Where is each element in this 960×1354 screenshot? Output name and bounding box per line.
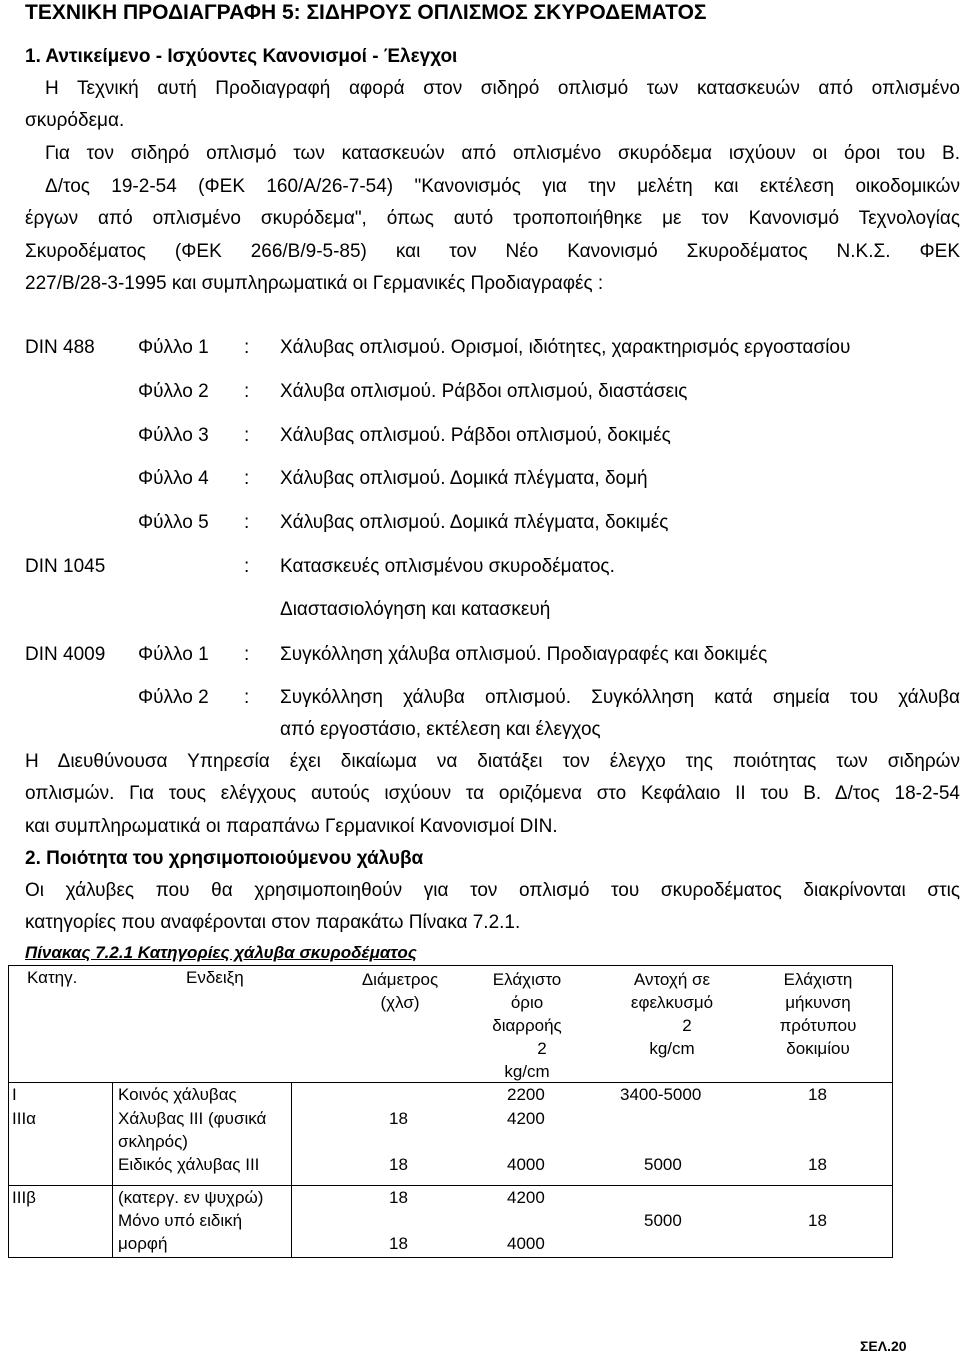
cell-category: ΙΙΙα — [12, 1109, 36, 1128]
section2-paragraph-line2: κατηγορίες που αναφέρονται στον παρακάτω Πίνακα 7.2.1. — [25, 912, 521, 933]
header-tensile-line: Αντοχή σε — [633, 970, 711, 989]
din-separator: : — [244, 512, 250, 533]
cell-tensile: 5000 — [644, 1211, 682, 1230]
header-yield-exponent: 2 — [537, 1039, 547, 1058]
cell-yield: 4000 — [507, 1234, 545, 1253]
section2-paragraph-line1: Οι χάλυβες που θα χρησιμοποιηθούν για τον οπλισμό του σκυροδέματος διακρίνονται στις — [25, 880, 960, 901]
header-diameter — [340, 968, 460, 1014]
cell-yield: 2200 — [507, 1085, 545, 1104]
header-yield-line: διαρροής — [492, 1016, 562, 1035]
din-separator: : — [244, 468, 250, 489]
quality-control-line3: και συμπληρωματικά οι παραπάνω Γερμανικοί Κανονισμοί DIN. — [25, 816, 558, 837]
din-code: DIN 488 — [25, 337, 95, 358]
cell-diameter: 18 — [389, 1109, 408, 1128]
din-separator: : — [244, 425, 250, 446]
din-description: Χάλυβας οπλισμού. Ράβδοι οπλισμού, δοκιμές — [280, 425, 671, 446]
din-description-continued: από εργοστάσιο, εκτέλεση και έλεγχος — [280, 719, 601, 740]
cell-elongation: 18 — [808, 1155, 827, 1174]
section1-paragraph1-line1: Η Τεχνική αυτή Προδιαγραφή αφορά στον σιδηρό οπλισμό των κατασκευών από οπλισμένο — [45, 78, 960, 99]
header-diameter-line: Διάμετρος — [361, 970, 439, 989]
header-elongation-line: πρότυπου — [779, 1016, 857, 1035]
cell-tensile: 3400-5000 — [620, 1085, 702, 1104]
din-sheet: Φύλλο 4 — [138, 468, 209, 489]
din-sheet: Φύλλο 1 — [138, 644, 209, 665]
din-description-continued: Διαστασιολόγηση και κατασκευή — [280, 599, 551, 620]
din-sheet: Φύλλο 2 — [138, 381, 209, 402]
din-separator: : — [244, 337, 250, 358]
cell-designation-continued: Μόνο υπό ειδική — [118, 1211, 243, 1230]
header-yield-line: Ελάχιστο — [492, 970, 562, 989]
cell-category: Ι — [12, 1085, 17, 1104]
table-row-separator — [8, 1185, 893, 1186]
cell-elongation: 18 — [808, 1211, 827, 1230]
header-tensile — [612, 968, 732, 1060]
din-description: Χάλυβας οπλισμού. Δομικά πλέγματα, δομή — [280, 468, 648, 489]
din-code: DIN 4009 — [25, 644, 106, 665]
cell-diameter: 18 — [389, 1234, 408, 1253]
quality-control-line1: Η Διευθύνουσα Υπηρεσία έχει δικαίωμα να διατάξει τον έλεγχο της ποιότητας των σιδηρών — [25, 751, 960, 772]
cell-diameter: 18 — [389, 1188, 408, 1207]
cell-tensile: 5000 — [644, 1155, 682, 1174]
table-border-top — [8, 965, 893, 966]
section1-paragraph2-line2: Δ/τος 19-2-54 (ΦΕΚ 160/Α/26-7-54) "Κανονισμός για την μελέτη και εκτέλεση οικοδομικών — [45, 176, 960, 197]
cell-designation: Ειδικός χάλυβας ΙΙΙ — [118, 1155, 260, 1174]
document-title: ΤΕΧΝΙΚΗ ΠΡΟΔΙΑΓΡΑΦΗ 5: ΣΙΔΗΡΟΥΣ ΟΠΛΙΣΜΟΣ ΣΚΥΡΟΔΕΜΑΤΟΣ — [25, 1, 707, 24]
table-caption: Πίνακας 7.2.1 Κατηγορίες χάλυβα σκυροδέματος — [25, 943, 417, 962]
cell-designation: (κατεργ. εν ψυχρώ) — [118, 1188, 264, 1207]
header-tensile-unit: kg/cm — [649, 1039, 695, 1058]
cell-yield: 4200 — [507, 1109, 545, 1128]
table-border-left — [8, 965, 9, 1258]
section1-paragraph2-line4: Σκυροδέματος (ΦΕΚ 266/Β/9-5-85) και τον Νέο Κανονισμό Σκυροδέματος Ν.Κ.Σ. ΦΕΚ — [25, 241, 960, 262]
din-description: Συγκόλληση χάλυβα οπλισμού. Προδιαγραφές και δοκιμές — [280, 644, 768, 665]
din-description: Συγκόλληση χάλυβα οπλισμού. Συγκόλληση κατά σημεία του χάλυβα — [280, 687, 960, 708]
header-yield — [472, 968, 582, 1083]
header-tensile-line: εφελκυσμό — [630, 993, 714, 1012]
header-designation: Ενδειξη — [186, 968, 244, 987]
section1-paragraph2-line3: έργων από οπλισμένο σκυρόδεμα", όπως αυτό τροποποιήθηκε με τον Κανονισμό Τεχνολογίας — [25, 208, 960, 229]
header-diameter-line: (χλσ) — [380, 993, 420, 1012]
cell-designation: Χάλυβας ΙΙΙ (φυσικά — [118, 1109, 267, 1128]
header-elongation-line: μήκυνση — [785, 993, 851, 1012]
din-separator: : — [244, 381, 250, 402]
din-description: Κατασκευές οπλισμένου σκυροδέματος. — [280, 556, 615, 577]
header-elongation-line: δοκιμίου — [786, 1039, 850, 1058]
header-category: Κατηγ. — [27, 968, 78, 987]
table-col-divider — [291, 1082, 292, 1258]
header-yield-unit: kg/cm — [504, 1062, 550, 1081]
din-sheet: Φύλλο 1 — [138, 337, 209, 358]
cell-yield: 4200 — [507, 1188, 545, 1207]
section1-paragraph2-line1: Για τον σιδηρό οπλισμό των κατασκευών από οπλισμένο σκυρόδεμα ισχύουν οι όροι του Β. — [45, 143, 960, 164]
section1-paragraph2-line5: 227/Β/28-3-1995 και συμπληρωματικά οι Γερμανικές Προδιαγραφές : — [25, 273, 604, 294]
cell-elongation: 18 — [808, 1085, 827, 1104]
table-col-divider — [112, 1082, 113, 1258]
din-code: DIN 1045 — [25, 556, 106, 577]
cell-designation-continued: μορφή — [118, 1234, 168, 1253]
table-border-bottom — [8, 1257, 893, 1258]
din-description: Χάλυβα οπλισμού. Ράβδοι οπλισμού, διαστάσεις — [280, 381, 688, 402]
table-header-separator — [8, 1082, 893, 1083]
din-sheet: Φύλλο 3 — [138, 425, 209, 446]
quality-control-line2: οπλισμών. Για τους ελέγχους αυτούς ισχύουν τα οριζόμενα στο Κεφάλαιο ΙΙ του Β. Δ/τος 18-2-54 — [25, 783, 960, 804]
cell-designation-continued: σκληρός) — [118, 1132, 188, 1151]
cell-designation: Κοινός χάλυβας — [118, 1085, 237, 1104]
table-border-right — [892, 965, 893, 1258]
header-elongation — [758, 968, 878, 1060]
header-yield-line: όριο — [510, 993, 544, 1012]
header-elongation-line: Ελάχιστη — [783, 970, 853, 989]
din-description: Χάλυβας οπλισμού. Δομικά πλέγματα, δοκιμές — [280, 512, 669, 533]
din-separator: : — [244, 687, 250, 708]
din-sheet: Φύλλο 5 — [138, 512, 209, 533]
cell-diameter: 18 — [389, 1155, 408, 1174]
din-separator: : — [244, 644, 250, 665]
page-number: ΣΕΛ.20 — [860, 1338, 907, 1354]
section1-heading: 1. Αντικείμενο - Ισχύοντες Κανονισμοί - Έλεγχοι — [25, 46, 458, 67]
din-sheet: Φύλλο 2 — [138, 687, 209, 708]
section2-heading: 2. Ποιότητα του χρησιμοποιούμενου χάλυβα — [25, 848, 424, 869]
din-description: Χάλυβας οπλισμού. Ορισμοί, ιδιότητες, χαρακτηρισμός εργοστασίου — [280, 337, 851, 358]
header-tensile-exponent: 2 — [682, 1016, 692, 1035]
section1-paragraph1-line2: σκυρόδεμα. — [25, 110, 125, 131]
cell-yield: 4000 — [507, 1155, 545, 1174]
din-separator: : — [244, 556, 250, 577]
cell-category: ΙΙΙβ — [12, 1188, 36, 1207]
